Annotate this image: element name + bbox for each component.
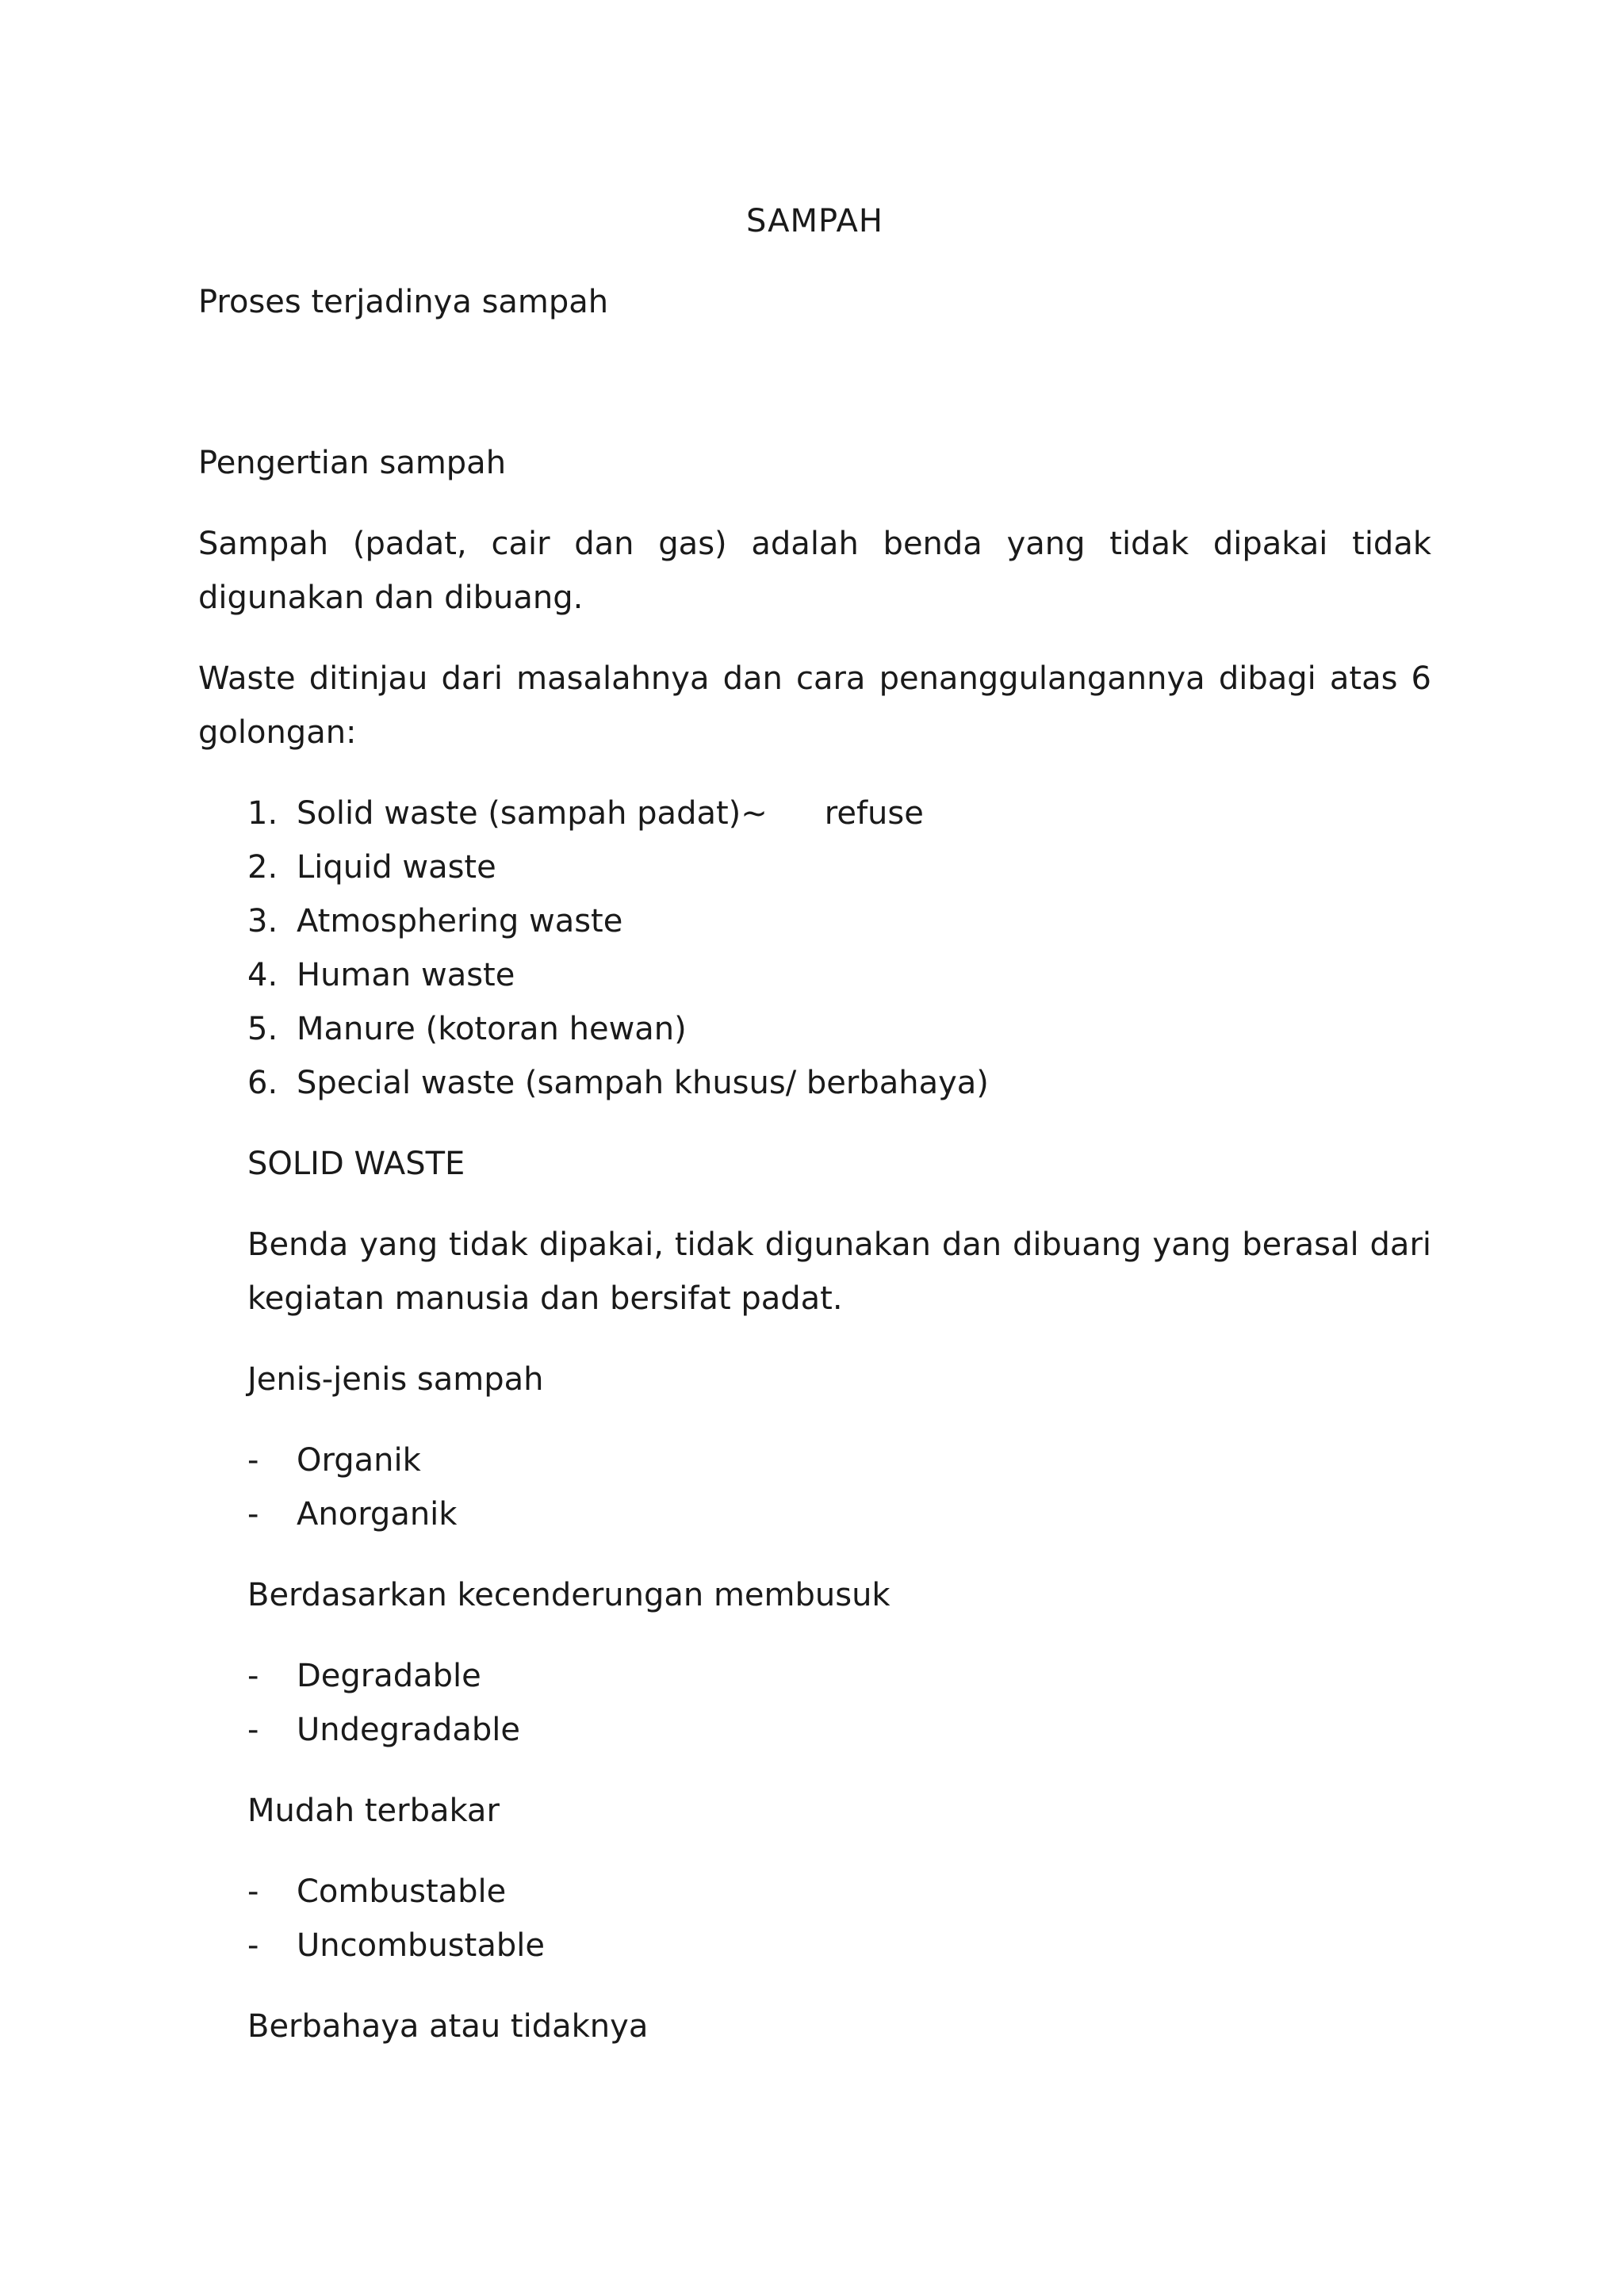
list-item-text: Liquid waste [297,849,496,886]
list-number: 6. [247,1065,278,1101]
solid-waste-definition: Benda yang tidak dipakai, tidak digunakan dan dibuang yang berasal dari kegiatan manusia dan bersifat padat. [247,1226,1431,1317]
list-item [247,840,1431,894]
list-item [247,1865,1431,1919]
terbakar-heading: Mudah terbakar [247,1793,500,1829]
document-title: SAMPAH [745,203,883,239]
waste-intro-paragraph: Waste ditinjau dari masalahnya dan cara penanggulangannya dibagi atas 6 golongan: [198,660,1431,751]
dash-marker: - [247,1927,259,1964]
list-item-text: Solid waste (sampah padat)~ [297,795,768,832]
list-item [247,894,1431,948]
list-item [247,786,1431,840]
jenis-heading: Jenis-jenis sampah [247,1361,544,1398]
jenis-list [247,1433,1431,1541]
list-item-text: Special waste (sampah khusus/ berbahaya) [297,1065,989,1101]
list-number: 1. [247,795,278,832]
list-item-text: Atmosphering waste [297,903,623,939]
document-body [198,194,1431,2053]
dash-marker: - [247,1496,259,1533]
list-item-text: Manure (kotoran hewan) [297,1011,687,1047]
list-number: 3. [247,903,278,939]
list-item [247,1002,1431,1056]
list-item-text: Uncombustable [297,1927,545,1964]
membusuk-list [247,1649,1431,1757]
waste-types-list [247,786,1431,1110]
solid-waste-heading: SOLID WASTE [247,1146,465,1182]
definition-paragraph: Sampah (padat, cair dan gas) adalah benda yang tidak dipakai tidak digunakan dan dibuang. [198,526,1431,616]
terbakar-list [247,1865,1431,1973]
list-item [247,1433,1431,1487]
list-number: 5. [247,1011,278,1047]
section-heading-proses: Proses terjadinya sampah [198,284,609,320]
list-item-text: Combustable [297,1873,507,1910]
dash-marker: - [247,1442,259,1479]
list-item-text: Degradable [297,1658,481,1694]
list-item-extra: refuse [824,795,924,832]
list-item-text: Human waste [297,957,515,993]
dash-marker: - [247,1873,259,1910]
list-item-text: Organik [297,1442,421,1479]
list-item [247,1649,1431,1703]
bahaya-heading: Berbahaya atau tidaknya [247,2008,649,2045]
list-item [247,948,1431,1002]
membusuk-heading: Berdasarkan kecenderungan membusuk [247,1577,891,1613]
list-item [247,1919,1431,1973]
dash-marker: - [247,1658,259,1694]
list-item [247,1056,1431,1110]
list-number: 2. [247,849,278,886]
dash-marker: - [247,1712,259,1748]
list-item [247,1703,1431,1757]
list-item [247,1487,1431,1541]
section-heading-pengertian: Pengertian sampah [198,445,507,481]
list-item-text: Undegradable [297,1712,520,1748]
list-number: 4. [247,957,278,993]
list-item-text: Anorganik [297,1496,458,1533]
